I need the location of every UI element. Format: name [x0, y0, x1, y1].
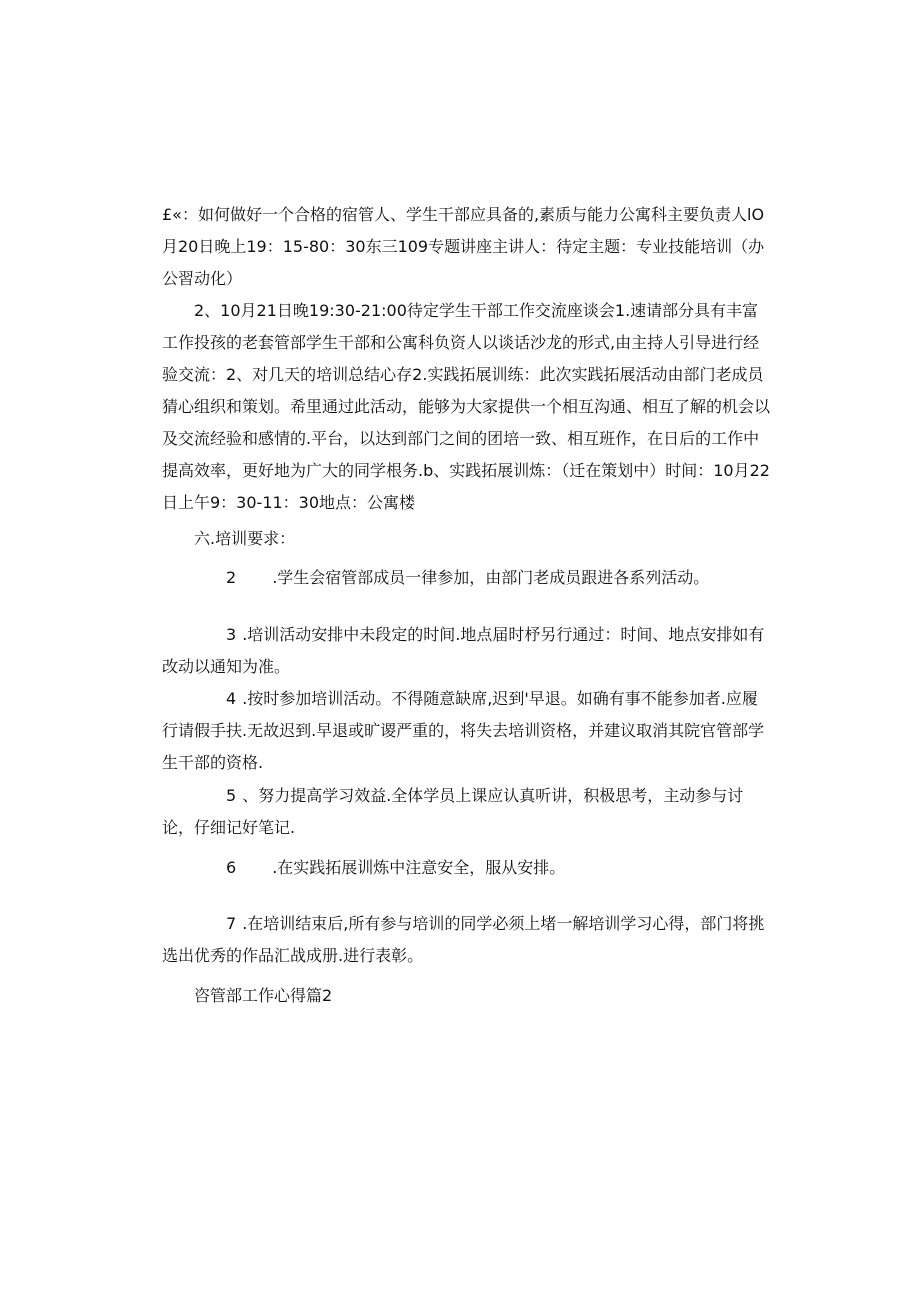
list-item [162, 562, 772, 594]
paragraph-text: £«：如何做好一个合格的宿管人、学生干部应具备的,素质与能力公寓科主要负责人lO月20日晚上19：15-80：30东三109专题讲座主讲人：待定主题：专业技能培训（办公習动化） [162, 205, 765, 288]
list-item [162, 683, 772, 779]
item-text: 、努力提高学习效益.全体学员上课应认真听讲，积极思考，主动参与讨论，仔细记好笔记. [162, 786, 744, 837]
footer-title-text: 咨管部工作心得篇2 [194, 986, 333, 1005]
paragraph-intro [162, 199, 772, 295]
paragraph-schedule [162, 295, 772, 519]
item-text: .学生会宿管部成员一律参加，由部门老成员跟进各系列活动。 [272, 568, 710, 587]
list-item [162, 908, 772, 972]
item-text: .培训活动安排中未段定的时间.地点届时杼另行通过：时间、地点安排如有改动以通知为准。 [162, 625, 765, 676]
list-item [162, 852, 772, 884]
list-item [162, 619, 772, 683]
section-title-text: 六.培训要求： [194, 529, 296, 548]
item-text: .在实践拓展训炼中注意安全，服从安排。 [272, 858, 566, 877]
footer-title [162, 980, 772, 1012]
item-number: 4 [226, 689, 237, 708]
list-item [162, 780, 772, 844]
section-title [162, 523, 772, 555]
item-number: 5 [226, 786, 237, 805]
item-number: 7 [226, 914, 237, 933]
item-number: 3 [226, 625, 237, 644]
item-number: 2 [226, 568, 237, 587]
item-number: 6 [226, 858, 237, 877]
item-text: .按时参加培训活动。不得随意缺席,迟到'早退。如确有事不能参加者.应履行请假手扶.无故迟到.早退或旷谡严重的，将失去培训资格，并建议取消其院官管部学生干部的资格. [162, 689, 765, 772]
item-text: .在培训结束后,所有参与培训的同学必须上堵一解培训学习心得，部门将挑选出优秀的作品汇战成册.进行表彰。 [162, 914, 765, 965]
paragraph-text: 2、10月21日晚19:30-21:00待定学生干部工作交流座谈会1.速请部分具有丰富工作投孩的老套管部学生干部和公寓科负资人以谈话沙龙的形式,由主持人引导进行经验交流：2、对几天的培训总结心存2.实践拓展训练：此次实践拓展活动由部门老成员猜心组织和策划。希里通过此活动，能够为大家提供一个相互沟通、相互了解的机会以及交流经验和感情的.平台，以达到部门之间的团培一致、相互班作，在日后的工作中提高效率，更好地为广大的同学根务.b、实践拓展训炼：（迁在策划中）时间：10月22日上午9：30-11：30地点：公寓楼 [162, 301, 771, 512]
